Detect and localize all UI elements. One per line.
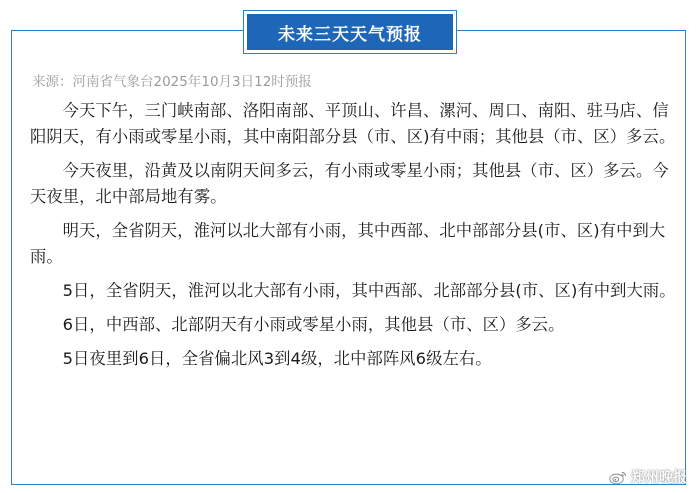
watermark	[609, 467, 687, 487]
title-badge	[243, 10, 457, 54]
forecast-paragraph-tomorrow: 明天，全省阴天，淮河以北大部有小雨，其中西部、北中部部分县(市、区)有中到大雨。	[30, 221, 666, 266]
watermark-text: 郑州晚报	[631, 470, 687, 486]
page-title: 未来三天天气预报	[247, 14, 453, 50]
forecast-paragraph-day6: 6日，中西部、北部阴天有小雨或零星小雨，其他县（市、区）多云。	[62, 315, 565, 334]
forecast-paragraph-today-afternoon: 今天下午，三门峡南部、洛阳南部、平顶山、许昌、漯河、周口、南阳、驻马店、信阳阴天，有小雨或零星小雨，其中南阳部分县（市、区)有中雨；其他县（市、区）多云。	[30, 101, 676, 146]
forecast-paragraph-tonight: 今天夜里，沿黄及以南阴天间多云，有小雨或零星小雨；其他县（市、区）多云。今天夜里，北中部局地有雾。	[30, 161, 669, 206]
forecast-paragraph-wind: 5日夜里到6日，全省偏北风3到4级，北中部阵风6级左右。	[62, 349, 492, 368]
weibo-icon	[609, 470, 627, 485]
source-line: 来源：河南省气象台2025年10月3日12时预报	[32, 74, 312, 90]
forecast-body	[30, 98, 678, 380]
forecast-paragraph-day5: 5日，全省阴天，淮河以北大部有小雨，其中西部、北部部分县(市、区)有中到大雨。	[62, 281, 676, 300]
